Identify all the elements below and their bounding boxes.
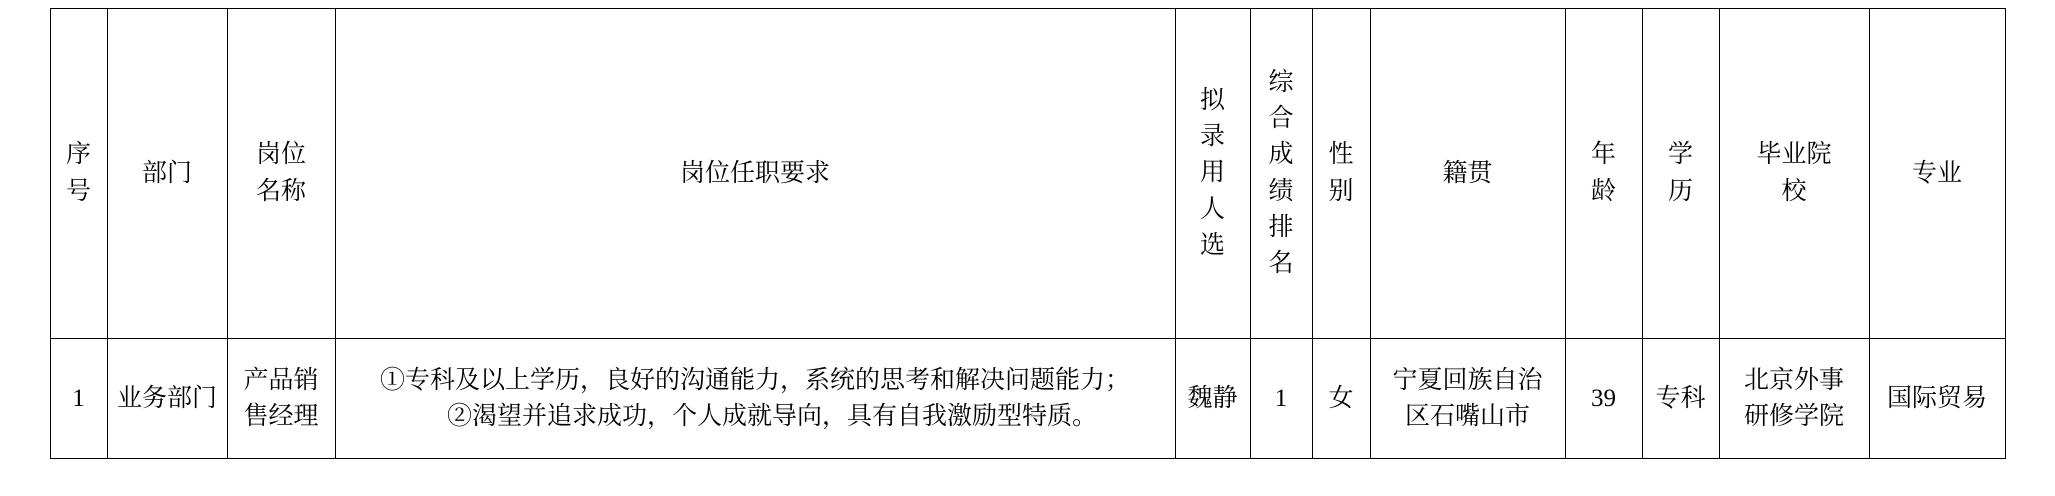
cell-gender: 女 [1312,339,1370,459]
cell-native-place-line2: 区石嘴山市 [1404,402,1530,430]
header-candidate-char1: 拟 [1199,86,1225,114]
header-education-char1: 学 [1667,141,1693,169]
header-seq-char2: 号 [65,177,91,205]
requirement-line-2: ②渴望并追求成功，个人成就导向，具有自我激励型特质。 [446,402,1097,430]
header-candidate-char4: 人 [1199,195,1225,223]
cell-native-place [1370,339,1565,459]
cell-post-requirements [335,339,1175,459]
header-score-rank [1250,9,1312,339]
header-score-rank-char5: 排 [1268,213,1294,241]
cell-major: 国际贸易 [1869,339,2005,459]
cell-post-name [227,339,335,459]
header-post-name [227,9,335,339]
cell-candidate: 魏静 [1175,339,1250,459]
header-candidate [1175,9,1250,339]
header-major: 专业 [1869,9,2005,339]
header-score-rank-char6: 名 [1268,250,1294,277]
header-department: 部门 [107,9,227,339]
cell-department: 业务部门 [107,339,227,459]
cell-age: 39 [1565,339,1642,459]
cell-post-name-line2: 售经理 [243,402,319,430]
header-gender-char2: 别 [1328,177,1354,205]
header-score-rank-char1: 综 [1268,68,1294,96]
cell-school [1719,339,1869,459]
cell-seq: 1 [50,339,107,459]
table-header-row [50,9,2005,339]
header-age [1565,9,1642,339]
personnel-table [50,8,2006,459]
header-post-requirements: 岗位任职要求 [335,9,1175,339]
header-school-line2: 校 [1781,177,1807,205]
cell-post-name-line1: 产品销 [243,367,319,394]
header-candidate-char3: 用 [1199,159,1225,187]
header-score-rank-char3: 成 [1268,141,1294,169]
cell-education: 专科 [1642,339,1719,459]
header-gender-char1: 性 [1328,141,1354,169]
header-post-name-line2: 名称 [255,177,306,205]
header-seq [50,9,107,339]
header-school [1719,9,1869,339]
header-candidate-char5: 选 [1199,231,1225,259]
header-education-char2: 历 [1667,177,1693,205]
table-row [50,339,2005,459]
cell-school-line2: 研修学院 [1743,402,1844,430]
header-candidate-char2: 录 [1199,123,1225,151]
cell-native-place-line1: 宁夏回族自治 [1392,367,1543,394]
header-seq-char1: 序 [65,141,91,169]
header-native-place: 籍贯 [1370,9,1565,339]
cell-score-rank: 1 [1250,339,1312,459]
header-post-name-line1: 岗位 [255,141,306,169]
requirement-line-1: ①专科及以上学历，良好的沟通能力，系统的思考和解决问题能力； [379,367,1130,394]
cell-school-line1: 北京外事 [1743,367,1844,394]
header-school-line1: 毕业院 [1756,141,1832,169]
header-age-char1: 年 [1590,141,1616,169]
header-score-rank-char2: 合 [1268,105,1294,132]
header-education [1642,9,1719,339]
header-age-char2: 龄 [1590,177,1616,205]
header-score-rank-char4: 绩 [1268,177,1294,205]
header-gender [1312,9,1370,339]
